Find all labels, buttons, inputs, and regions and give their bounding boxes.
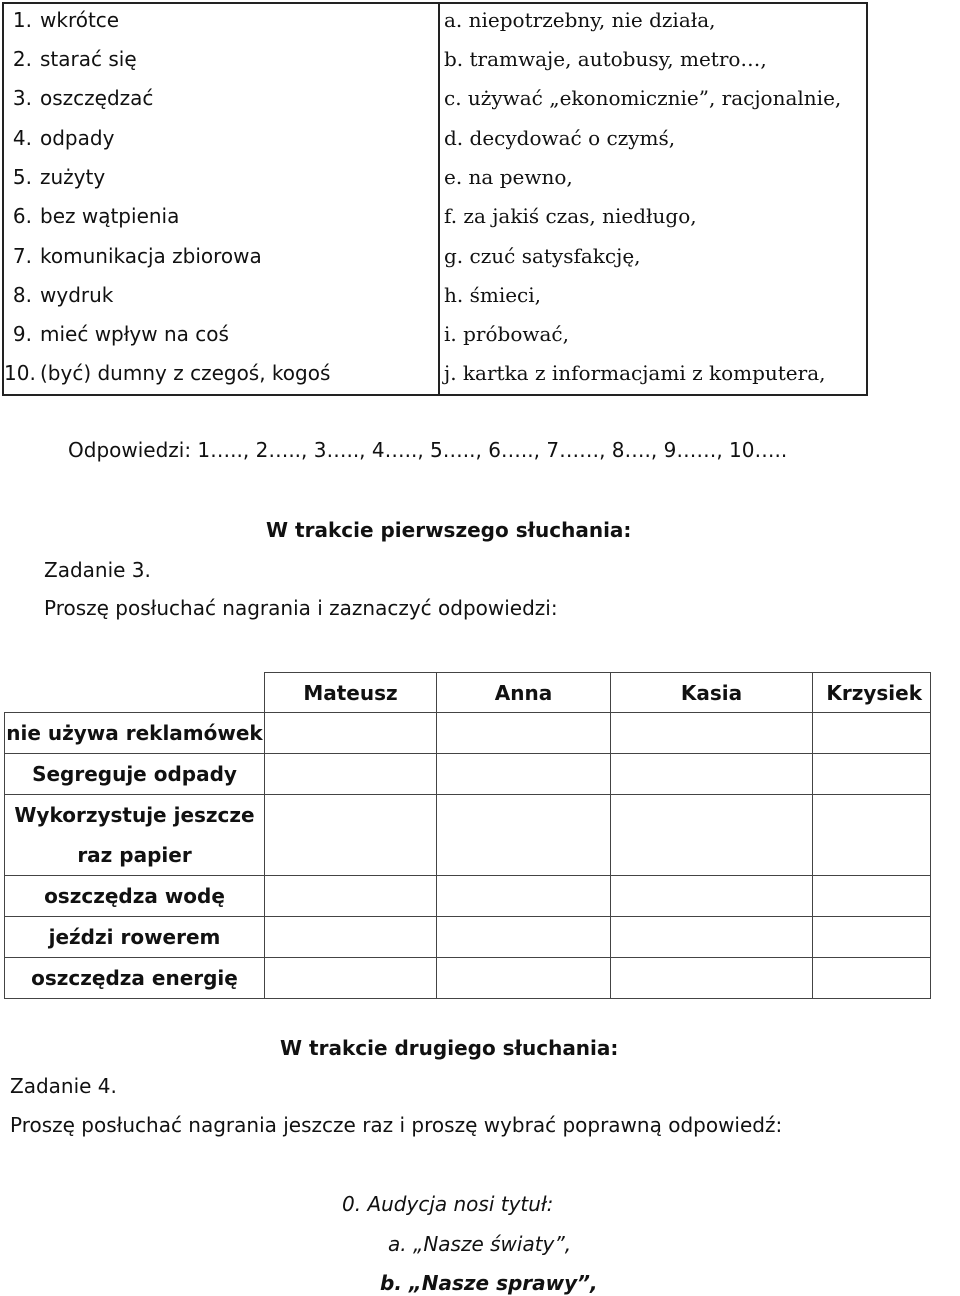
column-divider <box>438 4 440 394</box>
listening-grid-table <box>4 672 931 999</box>
term-text: mieć wpływ na coś <box>40 322 229 346</box>
task4-option-a[interactable]: a. „Nasze światy”, <box>388 1232 572 1256</box>
answer-cell[interactable] <box>611 917 813 958</box>
task4-label: Zadanie 4. <box>10 1074 117 1098</box>
term-text: starać się <box>40 47 137 71</box>
answer-cell[interactable] <box>437 754 611 795</box>
row-label <box>5 795 265 876</box>
term-text: wkrótce <box>40 8 120 32</box>
term-number: 10. <box>4 361 36 385</box>
answer-cell[interactable] <box>265 876 437 917</box>
row-label <box>5 754 265 795</box>
term-text: komunikacja zbiorowa <box>40 244 262 268</box>
term-text: (być) dumny z czegoś, kogoś <box>40 361 331 385</box>
definition-item: a. niepotrzebny, nie działa, <box>444 8 716 32</box>
task4-question: 0. Audycja nosi tytuł: <box>342 1192 554 1216</box>
row-label-text: raz papier <box>77 843 192 867</box>
term-number: 7. <box>12 244 32 268</box>
task4-instruction: Proszę posłuchać nagrania jeszcze raz i proszę wybrać poprawną odpowiedź: <box>10 1113 783 1137</box>
answer-cell[interactable] <box>265 917 437 958</box>
row-label <box>5 876 265 917</box>
row-label <box>5 958 265 999</box>
answer-cell[interactable] <box>437 713 611 754</box>
column-header-mateusz: Mateusz <box>265 673 437 713</box>
term-text: zużyty <box>40 165 106 189</box>
term-number: 8. <box>12 283 32 307</box>
answer-cell[interactable] <box>265 795 437 876</box>
term-number: 2. <box>12 47 32 71</box>
row-label-text: oszczędza energię <box>31 966 238 990</box>
definition-item: d. decydować o czymś, <box>444 126 676 150</box>
task4-option-b[interactable]: b. „Nasze sprawy”, <box>380 1271 598 1295</box>
task3-label: Zadanie 3. <box>44 558 151 582</box>
task3-heading: W trakcie pierwszego słuchania: <box>266 518 632 542</box>
row-label <box>5 917 265 958</box>
answer-cell[interactable] <box>611 795 813 876</box>
row-label-text: jeździ rowerem <box>48 925 221 949</box>
answer-cell[interactable] <box>611 713 813 754</box>
row-label-text: Wykorzystuje jeszcze <box>14 803 255 827</box>
answer-cell[interactable] <box>265 958 437 999</box>
column-header-anna: Anna <box>437 673 611 713</box>
answer-cell[interactable] <box>437 917 611 958</box>
answer-cell[interactable] <box>437 876 611 917</box>
answer-cell[interactable] <box>813 754 931 795</box>
definition-item: j. kartka z informacjami z komputera, <box>444 361 826 385</box>
term-number: 3. <box>12 86 32 110</box>
answer-cell[interactable] <box>437 958 611 999</box>
answer-cell[interactable] <box>611 958 813 999</box>
definition-item: g. czuć satysfakcję, <box>444 244 641 268</box>
definition-item: i. próbować, <box>444 322 569 346</box>
column-header-kasia: Kasia <box>611 673 813 713</box>
definition-item: c. używać „ekonomicznie”, racjonalnie, <box>444 86 842 110</box>
answers-line: Odpowiedzi: 1….., 2….., 3….., 4….., 5….., 6….., 7……, 8…., 9……, 10….. <box>68 438 788 462</box>
term-text: oszczędzać <box>40 86 154 110</box>
task3-instruction: Proszę posłuchać nagrania i zaznaczyć odpowiedzi: <box>44 596 558 620</box>
term-number: 9. <box>12 322 32 346</box>
definition-item: h. śmieci, <box>444 283 542 307</box>
answer-cell[interactable] <box>611 876 813 917</box>
answer-cell[interactable] <box>813 917 931 958</box>
term-number: 1. <box>12 8 32 32</box>
vocabulary-matching-table <box>2 2 868 396</box>
term-text: odpady <box>40 126 115 150</box>
answer-cell[interactable] <box>813 795 931 876</box>
answer-cell[interactable] <box>611 754 813 795</box>
term-number: 4. <box>12 126 32 150</box>
answer-cell[interactable] <box>813 958 931 999</box>
term-number: 5. <box>12 165 32 189</box>
row-label-text: nie używa reklamówek <box>6 721 263 745</box>
definition-item: f. za jakiś czas, niedługo, <box>444 204 697 228</box>
row-label <box>5 713 265 754</box>
answer-cell[interactable] <box>813 713 931 754</box>
answer-cell[interactable] <box>437 795 611 876</box>
term-text: bez wątpienia <box>40 204 180 228</box>
definition-item: b. tramwaje, autobusy, metro…, <box>444 47 767 71</box>
answer-cell[interactable] <box>265 713 437 754</box>
corner-cell <box>5 673 265 713</box>
row-label-text: Segreguje odpady <box>32 762 237 786</box>
row-label-text: oszczędza wodę <box>44 884 225 908</box>
definition-item: e. na pewno, <box>444 165 573 189</box>
column-header-krzysiek: Krzysiek <box>813 673 931 713</box>
term-number: 6. <box>12 204 32 228</box>
term-text: wydruk <box>40 283 114 307</box>
answer-cell[interactable] <box>265 754 437 795</box>
answer-cell[interactable] <box>813 876 931 917</box>
task4-heading: W trakcie drugiego słuchania: <box>280 1036 619 1060</box>
